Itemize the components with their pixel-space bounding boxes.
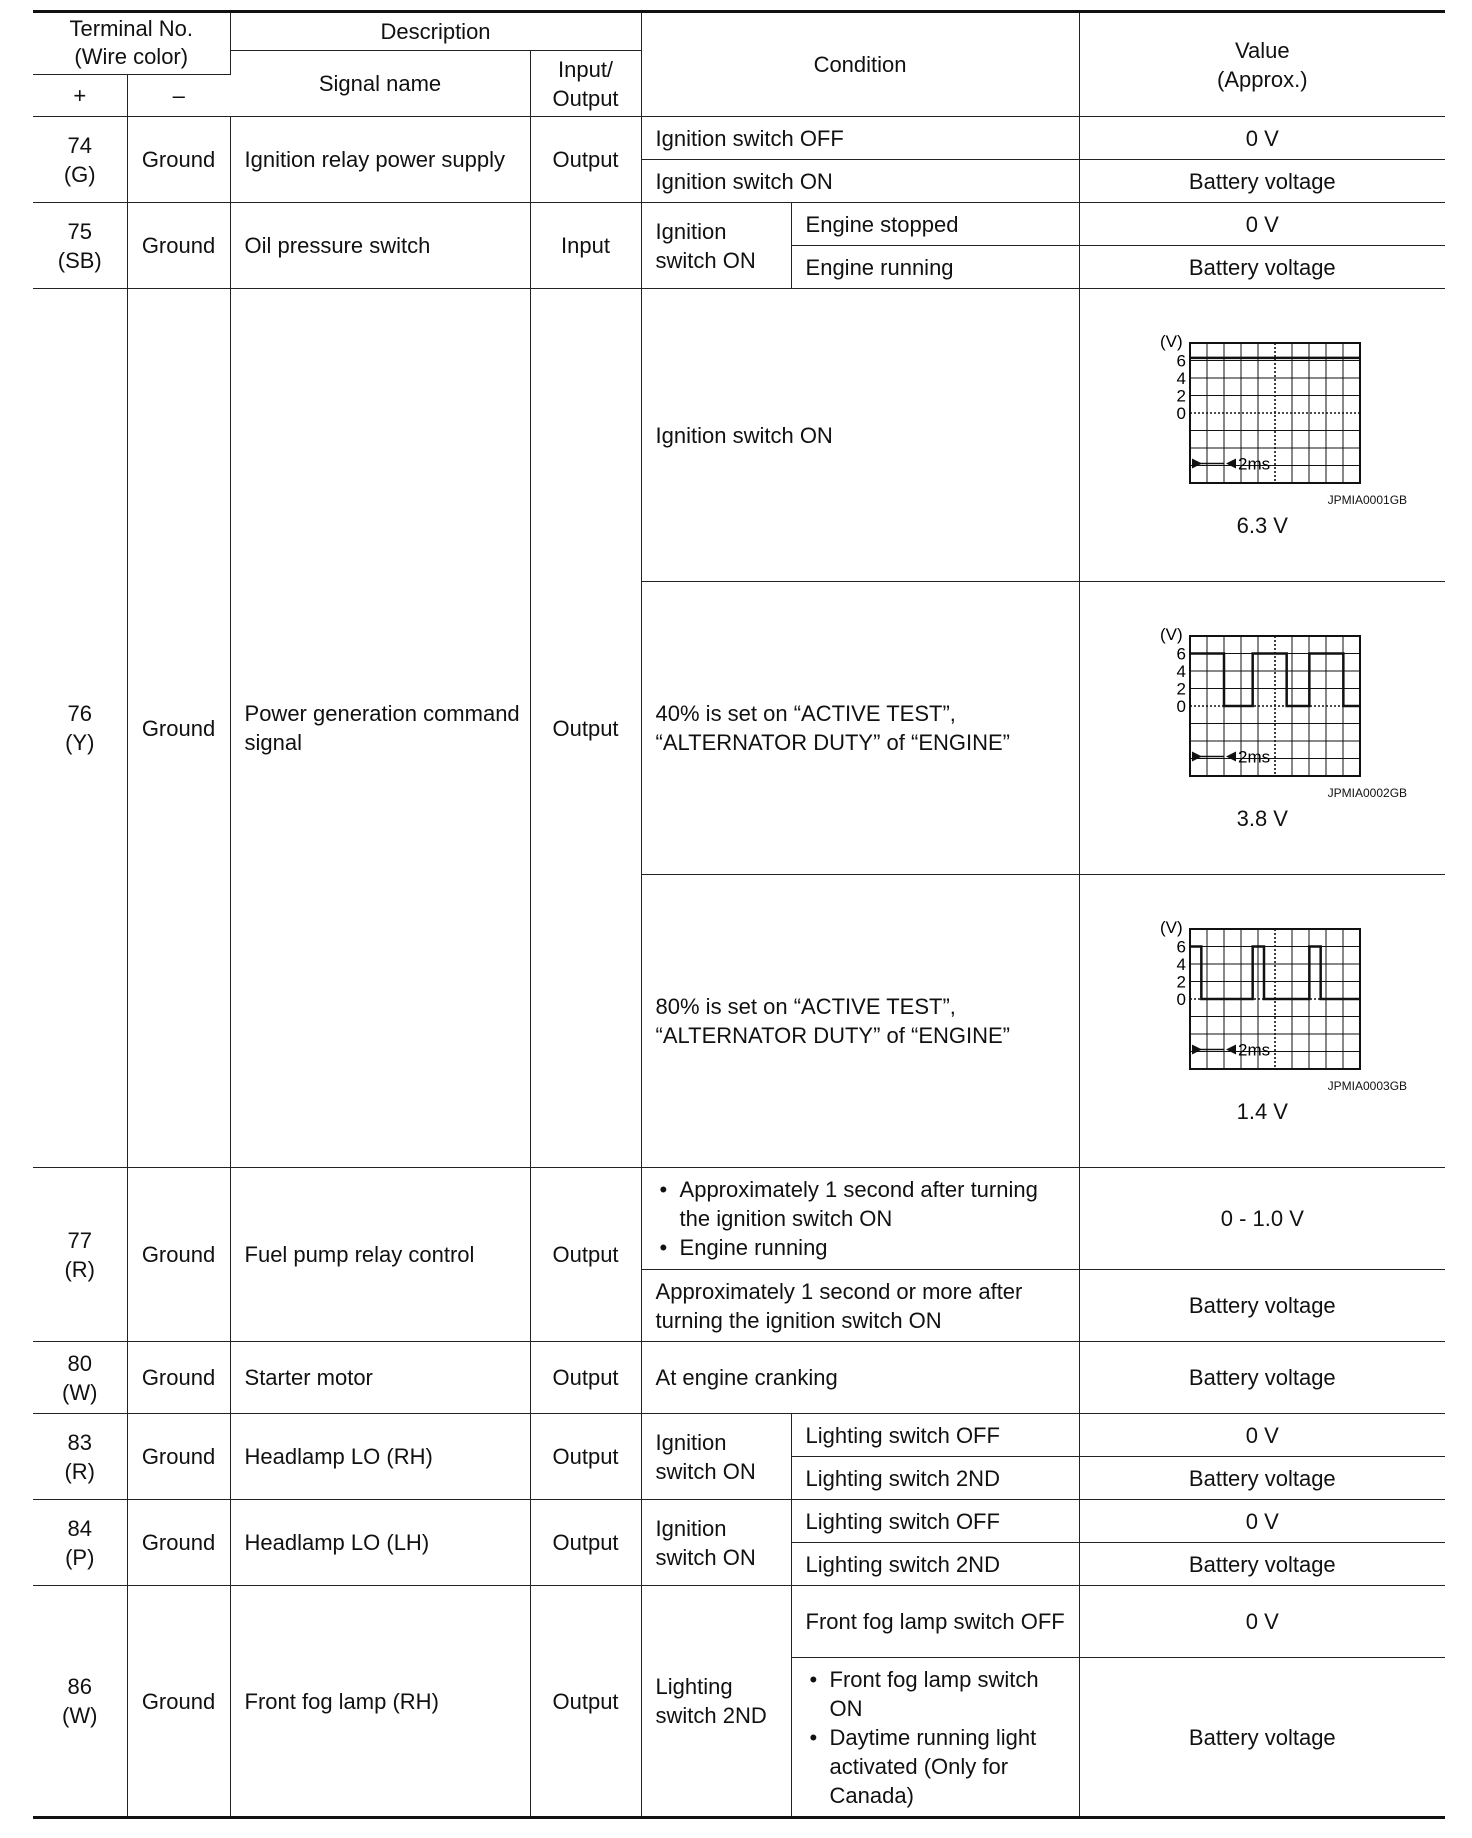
terminal-no: 84 (67, 1515, 92, 1541)
sub-condition-cell: Engine stopped (791, 203, 1079, 246)
wire-color: (W) (62, 1703, 98, 1728)
axis-tick-label: 6 (1176, 937, 1187, 956)
sub-condition-cell: Lighting switch 2ND (791, 1457, 1079, 1500)
value-cell: Battery voltage (1079, 160, 1445, 203)
terminal-no: 74 (67, 132, 92, 158)
figure-code: JPMIA0003GB (1327, 1078, 1408, 1093)
io-cell: Output (530, 289, 641, 1168)
terminal-no: 77 (67, 1227, 92, 1253)
axis-tick-label: 6 (1176, 351, 1187, 370)
sub-condition-cell: Lighting switch 2ND (791, 1543, 1079, 1586)
condition-list (656, 1175, 1071, 1262)
axis-tick-label: 6 (1176, 644, 1187, 663)
header-value (1079, 12, 1445, 117)
condition-cell: Ignition switch ON (641, 1414, 791, 1500)
waveform-cell (1079, 289, 1445, 582)
condition-cell: Ignition switch ON (641, 289, 1079, 582)
ground-cell: Ground (127, 1586, 230, 1818)
time-label: 2ms (1238, 454, 1271, 473)
header-input-output: Input/ Output (530, 51, 641, 117)
value-cell: Battery voltage (1079, 1457, 1445, 1500)
condition-cell: Ignition switch ON (641, 160, 1079, 203)
terminal-76 (33, 289, 127, 1168)
value-cell: Battery voltage (1079, 1658, 1445, 1818)
waveform-graph (1132, 331, 1392, 491)
terminal-83 (33, 1414, 127, 1500)
wire-color: (R) (64, 1256, 96, 1282)
terminal-no: 80 (67, 1350, 92, 1376)
axis-tick-label: 4 (1176, 954, 1187, 974)
table-row (33, 1500, 1445, 1543)
waveform-value: 6.3 V (1236, 512, 1288, 538)
condition-cell: 40% is set on “ACTIVE TEST”, “ALTERNATOR DUTY” of “ENGINE” (641, 582, 1079, 875)
time-arrow-right (1226, 751, 1236, 761)
header-wire-color: (Wire color) (74, 44, 189, 69)
header-description: Description (230, 12, 641, 51)
figure-code: JPMIA0001GB (1327, 492, 1408, 507)
waveform (1088, 331, 1438, 540)
ground-cell: Ground (127, 1500, 230, 1586)
time-label: 2ms (1238, 747, 1271, 766)
wire-color: (P) (65, 1544, 95, 1570)
axis-tick-label: 0 (1176, 696, 1187, 716)
axis-tick-label: 2 (1176, 386, 1187, 405)
signal-name: Front fog lamp (RH) (230, 1586, 530, 1818)
terminal-no: 75 (67, 218, 92, 244)
table-row (33, 1586, 1445, 1658)
table-row (33, 1342, 1445, 1414)
value-cell: 0 V (1079, 1414, 1445, 1457)
condition-bullet: • Engine running (656, 1233, 1071, 1262)
terminal-no: 86 (67, 1674, 92, 1699)
condition-cell (641, 1168, 1079, 1270)
axis-tick-label: 0 (1176, 403, 1187, 423)
time-arrow-left (1192, 751, 1202, 761)
ground-cell: Ground (127, 1342, 230, 1414)
wire-color: (R) (64, 1458, 96, 1484)
condition-cell: Ignition switch ON (641, 1500, 791, 1586)
terminal-75 (33, 203, 127, 289)
terminal-84 (33, 1500, 127, 1586)
header-condition: Condition (641, 12, 1079, 117)
condition-cell: Approximately 1 second or more after turning the ignition switch ON (641, 1270, 1079, 1342)
io-cell: Input (530, 203, 641, 289)
terminal-74 (33, 117, 127, 203)
condition-cell: Lighting switch 2ND (641, 1586, 791, 1818)
condition-bullet: • Approximately 1 second after turning the ignition switch ON (656, 1175, 1071, 1233)
time-arrow-left (1192, 1044, 1202, 1054)
sub-condition-cell: Lighting switch OFF (791, 1414, 1079, 1457)
ground-cell: Ground (127, 1168, 230, 1342)
axis-tick-label: 4 (1176, 368, 1187, 388)
io-cell: Output (530, 1586, 641, 1818)
condition-cell: At engine cranking (641, 1342, 1079, 1414)
io-cell: Output (530, 1414, 641, 1500)
signal-name: Ignition relay power supply (230, 117, 530, 203)
table-row (33, 289, 1445, 582)
value-cell: Battery voltage (1079, 246, 1445, 289)
header-terminal (33, 12, 230, 75)
signal-name: Headlamp LO (LH) (230, 1500, 530, 1586)
signal-name: Headlamp LO (RH) (230, 1414, 530, 1500)
condition-cell: 80% is set on “ACTIVE TEST”, “ALTERNATOR DUTY” of “ENGINE” (641, 875, 1079, 1168)
axis-tick-label: 2 (1176, 679, 1187, 698)
axis-unit-label: (V) (1160, 331, 1183, 351)
axis-unit-label: (V) (1160, 917, 1183, 937)
waveform-value: 1.4 V (1236, 1098, 1288, 1124)
sub-condition-cell (791, 1658, 1079, 1818)
header-terminal-no: Terminal No. (69, 16, 193, 41)
time-arrow-left (1192, 458, 1202, 468)
wire-color: (SB) (57, 247, 102, 273)
time-arrow-right (1226, 458, 1236, 468)
header-value-label: Value (1234, 37, 1290, 63)
terminal-86 (33, 1586, 127, 1818)
axis-tick-label: 0 (1176, 989, 1187, 1009)
sub-condition-list (806, 1665, 1071, 1810)
table-row (33, 1414, 1445, 1457)
value-cell: Battery voltage (1079, 1543, 1445, 1586)
axis-tick-label: 2 (1176, 972, 1187, 991)
sub-condition-cell: Lighting switch OFF (791, 1500, 1079, 1543)
table-row (33, 117, 1445, 160)
table-row (33, 203, 1445, 246)
signal-name: Power generation command signal (230, 289, 530, 1168)
value-cell: Battery voltage (1079, 1342, 1445, 1414)
waveform-graph (1132, 624, 1392, 784)
io-cell: Output (530, 1342, 641, 1414)
value-cell: 0 - 1.0 V (1079, 1168, 1445, 1270)
io-cell: Output (530, 117, 641, 203)
header-signal-name: Signal name (230, 51, 530, 117)
condition-bullet: • Daytime running light activated (Only for Canada) (806, 1723, 1071, 1810)
header-minus: – (127, 75, 230, 117)
terminal-no: 76 (67, 701, 92, 726)
ground-cell: Ground (127, 117, 230, 203)
ground-cell: Ground (127, 1414, 230, 1500)
condition-cell: Ignition switch OFF (641, 117, 1079, 160)
terminal-no: 83 (67, 1429, 92, 1455)
terminal-80 (33, 1342, 127, 1414)
value-cell: 0 V (1079, 1586, 1445, 1658)
value-cell: 0 V (1079, 117, 1445, 160)
time-arrow-right (1226, 1044, 1236, 1054)
wire-color: (Y) (65, 730, 95, 755)
value-cell: Battery voltage (1079, 1270, 1445, 1342)
ground-cell: Ground (127, 289, 230, 1168)
wire-color: (W) (62, 1379, 98, 1405)
terminal-spec-table (33, 10, 1445, 1819)
ground-cell: Ground (127, 203, 230, 289)
io-cell: Output (530, 1168, 641, 1342)
sub-condition-cell: Front fog lamp switch OFF (791, 1586, 1079, 1658)
wire-color: (G) (63, 161, 96, 187)
header-plus: + (33, 75, 127, 117)
condition-bullet: • Front fog lamp switch ON (806, 1665, 1071, 1723)
signal-name: Starter motor (230, 1342, 530, 1414)
io-cell: Output (530, 1500, 641, 1586)
figure-code: JPMIA0002GB (1327, 785, 1408, 800)
waveform-value: 3.8 V (1236, 805, 1288, 831)
header-value-approx: (Approx.) (1217, 66, 1308, 92)
time-label: 2ms (1238, 1040, 1271, 1059)
value-cell: 0 V (1079, 1500, 1445, 1543)
axis-unit-label: (V) (1160, 624, 1183, 644)
terminal-77 (33, 1168, 127, 1342)
condition-cell: Ignition switch ON (641, 203, 791, 289)
waveform-cell (1079, 582, 1445, 875)
table-row (33, 1168, 1445, 1270)
waveform-cell (1079, 875, 1445, 1168)
waveform-graph (1132, 917, 1392, 1077)
value-cell: 0 V (1079, 203, 1445, 246)
waveform (1088, 624, 1438, 833)
sub-condition-cell: Engine running (791, 246, 1079, 289)
waveform (1088, 917, 1438, 1126)
axis-tick-label: 4 (1176, 661, 1187, 681)
signal-name: Fuel pump relay control (230, 1168, 530, 1342)
signal-name: Oil pressure switch (230, 203, 530, 289)
